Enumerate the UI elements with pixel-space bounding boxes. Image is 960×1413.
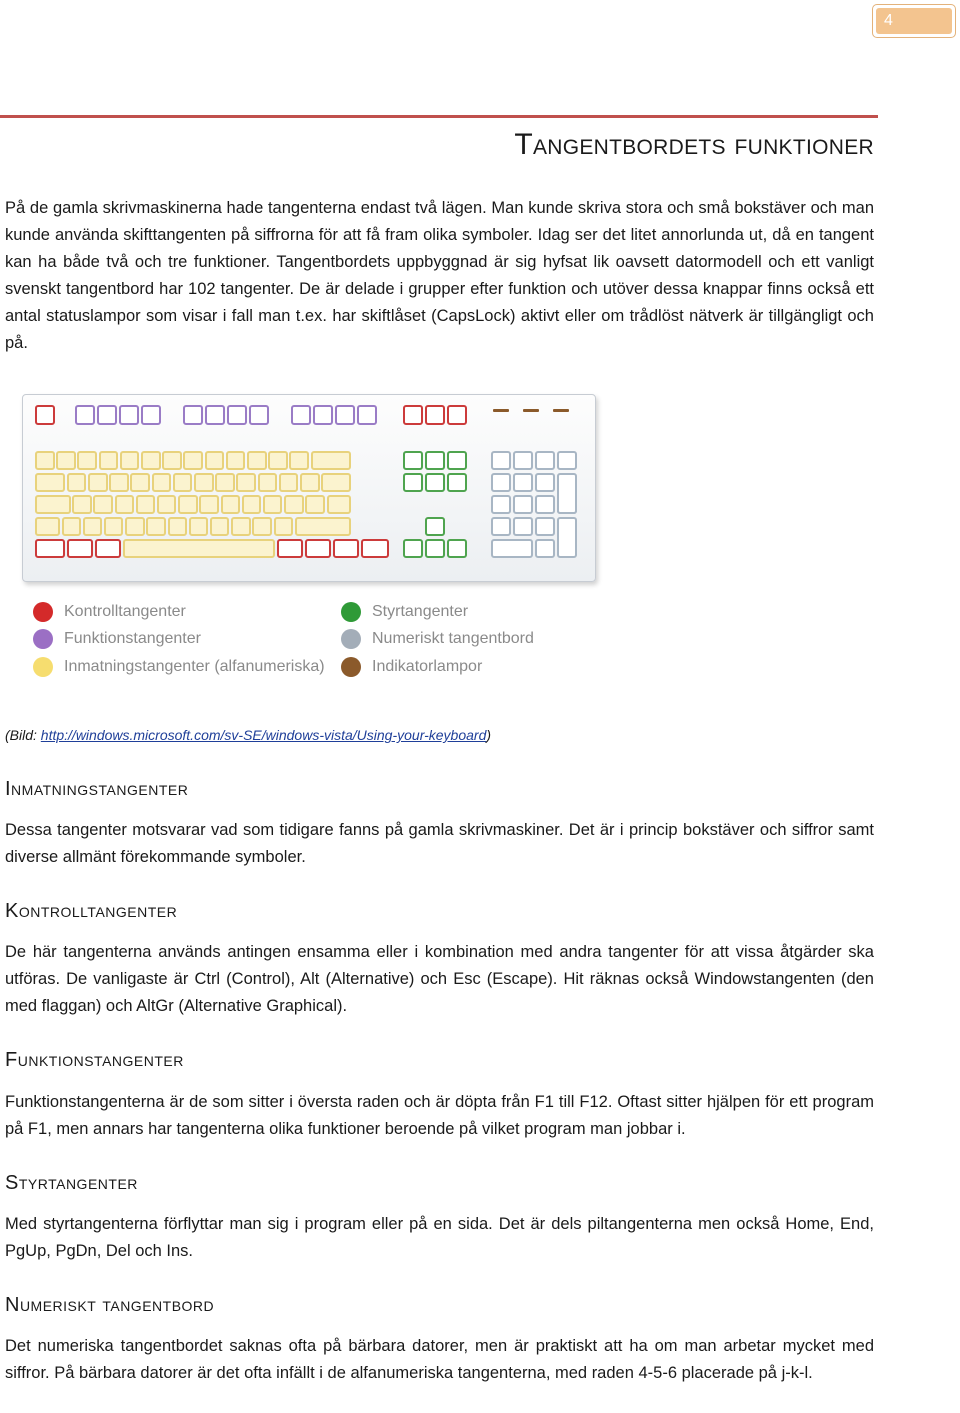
key-f9	[291, 405, 311, 425]
key-f12	[357, 405, 377, 425]
key-alpha	[130, 473, 150, 492]
indicator-lamp	[493, 409, 509, 412]
key-numpad	[513, 451, 533, 470]
key-alpha	[268, 451, 288, 470]
key-alpha	[157, 495, 177, 514]
key-alpha	[247, 451, 267, 470]
legend-dot-indicator	[341, 657, 361, 677]
key-alpha	[189, 517, 209, 536]
key-arrow-up	[425, 517, 445, 536]
heading-styrtangenter: Styrtangenter	[5, 1172, 138, 1194]
key-alpha	[35, 451, 55, 470]
key-arrow-right	[447, 539, 467, 558]
key-win-left	[67, 539, 93, 558]
key-alpha	[263, 495, 283, 514]
key-f5	[183, 405, 203, 425]
key-ctrl-right	[361, 539, 389, 558]
legend-dot-function	[33, 629, 53, 649]
page-number: 4	[876, 8, 952, 34]
key-alpha	[321, 473, 351, 492]
key-alpha	[56, 451, 76, 470]
key-f7	[227, 405, 247, 425]
key-menu	[333, 539, 359, 558]
key-numpad	[535, 495, 555, 514]
page-title: Tangentbordets funktioner	[514, 128, 874, 161]
key-alpha	[141, 451, 161, 470]
legend-dot-numeric	[341, 629, 361, 649]
key-numpad	[535, 451, 555, 470]
key-numpad	[535, 473, 555, 492]
key-f4	[141, 405, 161, 425]
key-prtsc	[403, 405, 423, 425]
legend-label-control: Kontrolltangenter	[64, 603, 186, 620]
key-f10	[313, 405, 333, 425]
key-navigation	[403, 473, 423, 492]
key-numpad-decimal	[535, 539, 555, 558]
caption-prefix: (Bild:	[5, 727, 41, 743]
key-alpha	[226, 451, 246, 470]
caption-link[interactable]: http://windows.microsoft.com/sv-SE/windows-vista/Using-your-keyboard	[40, 727, 487, 743]
key-alpha	[77, 451, 97, 470]
key-navigation	[447, 451, 467, 470]
body-inmatningstangenter: Dessa tangenter motsvarar vad som tidigare fanns på gamla skrivmaskiner. Det är i princip bokstäver och siffror samt diverse allmänt förekommande symboler.	[5, 821, 874, 866]
legend-label-function: Funktionstangenter	[64, 630, 201, 647]
legend-item-indicator	[341, 656, 482, 678]
key-pause	[447, 405, 467, 425]
legend-item-function	[33, 628, 201, 650]
key-f2	[97, 405, 117, 425]
key-alpha	[289, 451, 309, 470]
key-alpha	[210, 517, 230, 536]
key-alpha	[104, 517, 124, 536]
key-numpad-plus	[557, 473, 577, 514]
key-alpha	[62, 517, 82, 536]
key-alpha	[35, 473, 65, 492]
key-alt	[95, 539, 121, 558]
key-alpha	[231, 517, 251, 536]
key-numpad-0	[491, 539, 533, 558]
key-alpha	[295, 517, 352, 536]
key-alpha	[173, 473, 193, 492]
legend-label-indicator: Indikatorlampor	[372, 658, 483, 675]
key-alpha	[88, 473, 108, 492]
legend-item-alphanumeric	[33, 656, 325, 678]
indicator-lamp	[553, 409, 569, 412]
key-alpha	[67, 473, 87, 492]
key-alpha	[35, 517, 60, 536]
key-numpad	[491, 473, 511, 492]
legend-item-navigation	[341, 601, 468, 623]
key-alpha	[258, 473, 278, 492]
key-alpha	[327, 495, 352, 514]
key-numpad	[513, 473, 533, 492]
heading-inmatningstangenter: Inmatningstangenter	[5, 778, 189, 800]
body-kontrolltangenter: De här tangenterna används antingen ensamma eller i kombination med andra tangenter för att vissa åtgärder ska utföras. De vanligaste är Ctrl (Control), Alt (Alternative) och Esc (Escape). Hit räknas också Windowstangenten (den med flaggan) och AltGr (Alternative Graphical).	[5, 943, 874, 1015]
page-number-badge	[872, 4, 956, 38]
key-scrlk	[425, 405, 445, 425]
key-navigation	[403, 451, 423, 470]
key-numpad	[491, 517, 511, 536]
legend-label-numeric: Numeriskt tangentbord	[372, 630, 534, 647]
key-win-right	[305, 539, 331, 558]
key-navigation	[425, 451, 445, 470]
key-alpha	[183, 451, 203, 470]
key-alpha	[35, 495, 71, 514]
key-alpha	[284, 495, 304, 514]
key-f6	[205, 405, 225, 425]
key-alpha	[120, 451, 140, 470]
key-alpha	[205, 451, 225, 470]
key-alpha	[274, 517, 294, 536]
legend-dot-control	[33, 602, 53, 622]
legend-label-alphanumeric: Inmatningstangenter (alfanumeriska)	[64, 658, 325, 675]
legend-dot-alphanumeric	[33, 657, 53, 677]
key-numpad	[535, 517, 555, 536]
key-f1	[75, 405, 95, 425]
key-alpha	[115, 495, 135, 514]
intro-paragraph: På de gamla skrivmaskinerna hade tangenterna endast två lägen. Man kunde skriva stora och små bokstäver och man kunde använda skifttangenten på siffrorna för att få fram olika symboler. Idag ser det litet annorlunda ut, då en tangent kan ha både två och tre funktioner. Tangentbordets uppbyggnad är sig hyfsat lik oavsett datormodell och ett vanligt svenskt tangentbord har 102 tangenter. De är delade i grupper efter funktion och utöver dessa knappar finns också ett antal statuslampor som visar i fall man t.ex. har skiftlåset (CapsLock) aktivt eller om trådlöst nätverk är tillgängligt och på.	[5, 199, 874, 352]
key-alpha	[99, 451, 119, 470]
key-arrow-left	[403, 539, 423, 558]
key-numpad	[491, 451, 511, 470]
key-alpha	[215, 473, 235, 492]
key-alpha	[93, 495, 113, 514]
body-numeriskt-tangentbord: Det numeriska tangentbordet saknas ofta på bärbara datorer, men är praktiskt att ha om man arbetar mycket med siffror. På bärbara datorer är det ofta infällt i de alfanumeriska tangenterna, med raden 4-5-6 placerade på j-k-l.	[5, 1337, 874, 1382]
key-alpha	[221, 495, 241, 514]
key-alpha	[300, 473, 320, 492]
key-navigation	[447, 473, 467, 492]
key-alpha	[199, 495, 219, 514]
key-arrow-down	[425, 539, 445, 558]
key-navigation	[425, 473, 445, 492]
key-alpha	[83, 517, 103, 536]
body-funktionstangenter: Funktionstangenterna är de som sitter i översta raden och är döpta från F1 till F12. Oftast sitter hjälpen för ett program på F1, men annars har tangenterna olika funktioner beroende på vilket program man jobbar i.	[5, 1093, 874, 1138]
key-numpad	[557, 451, 577, 470]
key-alpha	[109, 473, 129, 492]
key-numpad	[513, 495, 533, 514]
key-alpha	[152, 473, 172, 492]
indicator-lamp	[523, 409, 539, 412]
key-alpha	[146, 517, 166, 536]
header-rule	[0, 115, 878, 118]
body-styrtangenter: Med styrtangenterna förflyttar man sig i program eller på en sida. Det är dels piltangenterna men också Home, End, PgUp, PgDn, Del och Ins.	[5, 1215, 874, 1260]
key-alpha	[178, 495, 198, 514]
legend-item-control	[33, 601, 186, 623]
heading-funktionstangenter: Funktionstangenter	[5, 1049, 184, 1071]
image-caption	[5, 727, 491, 743]
key-alpha	[279, 473, 299, 492]
key-numpad	[491, 495, 511, 514]
key-alpha	[125, 517, 145, 536]
key-alpha	[168, 517, 188, 536]
legend-dot-navigation	[341, 602, 361, 622]
key-f3	[119, 405, 139, 425]
key-f11	[335, 405, 355, 425]
keyboard-illustration	[22, 394, 596, 582]
key-alpha	[72, 495, 92, 514]
key-esc	[35, 405, 55, 425]
key-numpad-enter	[557, 517, 577, 558]
heading-numeriskt-tangentbord: Numeriskt tangentbord	[5, 1294, 215, 1316]
key-alpha	[252, 517, 272, 536]
heading-kontrolltangenter: Kontrolltangenter	[5, 900, 178, 922]
key-alpha	[242, 495, 262, 514]
caption-suffix: )	[486, 727, 492, 743]
key-alpha	[236, 473, 256, 492]
key-ctrl-left	[35, 539, 65, 558]
key-numpad	[513, 517, 533, 536]
key-alpha	[136, 495, 156, 514]
key-altgr	[277, 539, 303, 558]
key-alpha	[162, 451, 182, 470]
key-alpha	[311, 451, 352, 470]
key-alpha	[194, 473, 214, 492]
legend-label-navigation: Styrtangenter	[372, 603, 469, 620]
key-space	[123, 539, 275, 558]
key-alpha	[305, 495, 325, 514]
key-f8	[249, 405, 269, 425]
legend-item-numeric	[341, 628, 534, 650]
